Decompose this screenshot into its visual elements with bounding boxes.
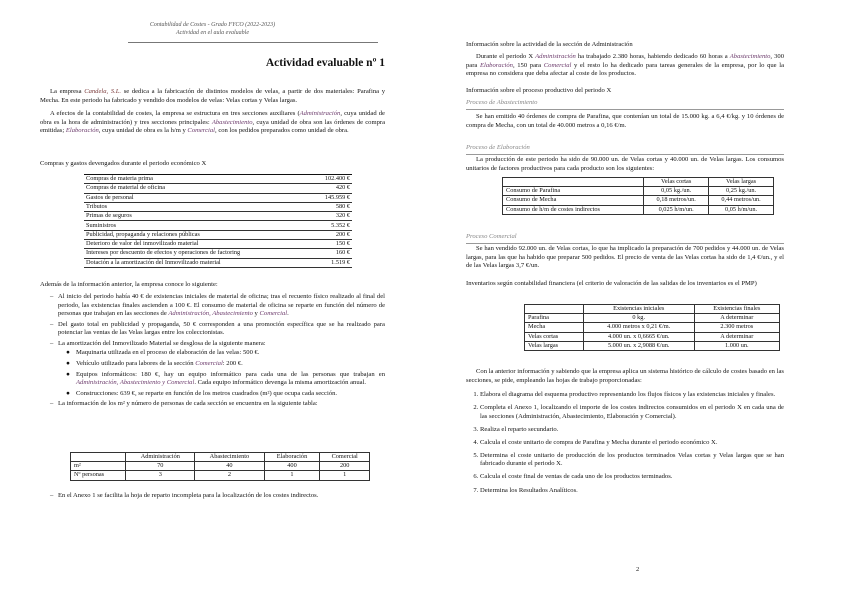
expense-value: 1.519 € xyxy=(310,258,352,267)
inventory-cell: A determinar xyxy=(694,314,779,323)
consumption-cell: 0,05 h/m/un. xyxy=(709,205,774,214)
inventory-caption: Inventarios según contabilidad financiera (el criterio de valoración de las salidas de los inventarios es el PMP) xyxy=(466,280,757,287)
page-title: Actividad evaluable nº 1 xyxy=(265,57,385,69)
sections-header: Administración xyxy=(126,453,195,462)
list-item: ● Equipos informáticos: 180 €, hay un equipo informático para cada una de las personas que trabajan en Administración, Abastecimiento y Comercial. Cada equipo informático devenga la misma amortización anual. xyxy=(66,370,385,387)
table-row xyxy=(71,462,370,471)
consumption-header: Velas cortas xyxy=(644,178,709,187)
expense-label: Tributos xyxy=(84,202,310,211)
inventory-table xyxy=(524,304,780,351)
sections-cell: 200 xyxy=(320,462,370,471)
sections-cell: m² xyxy=(71,462,126,471)
expense-value: 160 € xyxy=(310,249,352,258)
consumption-header xyxy=(503,178,644,187)
header-activity: Actividad en el aula evaluable xyxy=(176,29,249,36)
list-item: – Del gasto total en publicidad y propaganda, 50 € corresponden a una promoción específica que se ha realizado para potenciar las ventas de las Velas largas entre los coleccionistas. xyxy=(50,320,385,337)
expense-value: 200 € xyxy=(310,230,352,239)
inventory-cell: Velas cortas xyxy=(525,332,584,341)
annex-note: – En el Anexo 1 se facilita la hoja de reparto incompleta para la localización de los costes indirectos. xyxy=(50,492,319,499)
inventory-cell: Parafina xyxy=(525,314,584,323)
consumption-cell: Consumo de Parafina xyxy=(503,187,644,196)
sections-cell: 3 xyxy=(126,471,195,480)
table-row xyxy=(84,230,352,239)
table-row xyxy=(525,332,780,341)
header-rule xyxy=(128,42,378,43)
expense-label: Gastos de personal xyxy=(84,193,310,202)
consumption-cell: 0,25 kg./un. xyxy=(709,187,774,196)
expense-label: Deterioro de valor del inmovilizado material xyxy=(84,240,310,249)
sections-header xyxy=(71,453,126,462)
header-course: Contabilidad de Costes - Grado FYCO (2022-2023) xyxy=(149,22,276,28)
list-item: – Al inicio del periodo había 40 € de existencias iniciales de material de oficina; tras el recuento físico realizado al final del periodo, las existencias finales ascienden a 100 €. El consumo de material de oficina se reparte en función del número de personas que trabajan en las secciones de Administración, Abastecimiento y Comercial. xyxy=(50,293,385,318)
inventory-cell: Velas largas xyxy=(525,341,584,350)
consumption-cell: 0,05 kg./un. xyxy=(644,187,709,196)
sections-cell: 1 xyxy=(320,471,370,480)
sections-header: Abastecimiento xyxy=(195,453,264,462)
inventory-cell: Mecha xyxy=(525,323,584,332)
table-row xyxy=(525,314,780,323)
running-header xyxy=(40,0,385,37)
list-item: – La amortización del Inmovilizado Material se desglosa de la siguiente manera: xyxy=(50,339,266,347)
table-row xyxy=(503,205,774,214)
admin-paragraph: Durante el periodo X Administración ha trabajado 2.380 horas, habiendo dedicado 60 horas a Abastecimiento, 300 para Elaboración, 150 para Comercial y el resto lo ha dedicado para tareas generales de la empresa, por lo que la empresa no considera que deba afectar al coste de los productos. xyxy=(466,53,785,78)
task-list xyxy=(466,391,784,500)
table-row xyxy=(525,341,780,350)
expense-label: Compras de material de oficina xyxy=(84,184,310,193)
table-row xyxy=(503,196,774,205)
expense-value: 102.400 € xyxy=(310,175,352,184)
list-item: ● Maquinaria utilizada en el proceso de elaboración de las velas: 500 €. xyxy=(66,349,260,357)
task-item: 7. Determina los Resultados Analíticos. xyxy=(480,487,784,496)
table-row xyxy=(84,240,352,249)
expense-value: 580 € xyxy=(310,202,352,211)
admin-heading: Información sobre la actividad de la sección de Administración xyxy=(466,41,633,48)
list-item: – La información de los m² y número de personas de cada sección se encuentra en la siguiente tabla: xyxy=(50,400,318,408)
task-item: 5. Determina el coste unitario de producción de los productos terminados Velas cortas y Velas largas que se han fabricado durante el periodo X. xyxy=(480,452,784,469)
expense-label: Intereses por descuento de efectos y operaciones de factoring xyxy=(84,249,310,258)
comercial-paragraph: Se han vendido 92.000 un. de Velas cortas, lo que ha implicado la preparación de 700 pedidos y 44.000 un. de Velas largas, para las que ha habido que preparar 500 pedidos. El precio de venta de las Velas cortas ha sido de 1,4 €/un., y el de las Velas largas 3,7 €/un. xyxy=(466,245,784,270)
closing-paragraph: Con la anterior información y sabiendo que la empresa aplica un sistema histórico de cálculo de costes basado en las secciones, se pide, empleando las hojas de trabajo proporcionadas: xyxy=(466,368,784,384)
consumption-cell: 0,025 h/m/un. xyxy=(644,205,709,214)
sections-cell: 2 xyxy=(195,471,264,480)
inventory-header: Existencias iniciales xyxy=(583,305,694,314)
task-item: 3. Realiza el reparto secundario. xyxy=(480,426,784,435)
table-row xyxy=(84,221,352,230)
left-column xyxy=(40,0,385,499)
process-heading: Información sobre el proceso productivo del periodo X xyxy=(466,87,612,94)
subheading-abastecimiento: Proceso de Abastecimiento xyxy=(466,99,784,110)
table-row xyxy=(84,258,352,267)
company-name: Candela, S.L. xyxy=(84,88,122,95)
inventory-cell: 0 kg. xyxy=(583,314,694,323)
sections-cell: Nº personas xyxy=(71,471,126,480)
consumption-table xyxy=(502,177,774,215)
inventory-header xyxy=(525,305,584,314)
consumption-header: Velas largas xyxy=(709,178,774,187)
consumption-cell: 0,44 metros/un. xyxy=(709,196,774,205)
expense-value: 5.352 € xyxy=(310,221,352,230)
consumption-cell: Consumo de h/m de costes indirectos xyxy=(503,205,644,214)
list-item: ● Vehículo utilizado para labores de la sección Comercial: 200 €. xyxy=(66,359,243,367)
sections-table xyxy=(70,452,370,481)
sections-header: Elaboración xyxy=(264,453,320,462)
consumption-cell: Consumo de Mecha xyxy=(503,196,644,205)
inventory-header: Existencias finales xyxy=(694,305,779,314)
intro-paragraph-1: La empresa Candela, S.L. se dedica a la fabricación de distintos modelos de velas, a partir de dos materiales: Parafina y Mecha. En este periodo ha fabricado y vendido dos modelos de velas: Velas cortas y Velas largas. xyxy=(40,88,385,104)
table-row xyxy=(84,212,352,221)
expense-label: Suministros xyxy=(84,221,310,230)
table-row xyxy=(84,193,352,202)
expense-label: Dotación a la amortización del Inmovilizado material xyxy=(84,258,310,267)
expense-value: 320 € xyxy=(310,212,352,221)
task-item: 6. Calcula el coste final de ventas de cada uno de los productos terminados. xyxy=(480,473,784,482)
inventory-cell: A determinar xyxy=(694,332,779,341)
table-row xyxy=(84,184,352,193)
table-row xyxy=(525,323,780,332)
elaboracion-paragraph: La producción de este periodo ha sido de 90.000 un. de Velas cortas y 40.000 un. de Velas largas. Los consumos unitarios de factores productivos para cada producto son los siguientes: xyxy=(466,156,784,172)
expenses-table xyxy=(84,174,352,268)
task-item: 1. Elabora el diagrama del esquema productivo representando los flujos físicos y las existencias iniciales y finales. xyxy=(480,391,784,400)
expense-label: Primas de seguros xyxy=(84,212,310,221)
inventory-cell: 5.000 un. x 2,9088 €/un. xyxy=(583,341,694,350)
table-row xyxy=(84,175,352,184)
amortization-sublist xyxy=(50,349,385,398)
task-item: 4. Calcula el coste unitario de compra de Parafina y Mecha durante el periodo económico X. xyxy=(480,439,784,448)
inventory-cell: 1.000 un. xyxy=(694,341,779,350)
sections-cell: 1 xyxy=(264,471,320,480)
inventory-cell: 4.000 un. x 0,6665 €/un. xyxy=(583,332,694,341)
expense-label: Compras de materia prima xyxy=(84,175,310,184)
table-row xyxy=(503,187,774,196)
expenses-caption: Compras y gastos devengados durante el periodo económico X xyxy=(40,160,207,167)
table-row xyxy=(71,471,370,480)
expense-value: 420 € xyxy=(310,184,352,193)
expense-label: Publicidad, propaganda y relaciones públicas xyxy=(84,230,310,239)
additional-list xyxy=(50,293,385,409)
page-number: 2 xyxy=(636,566,640,573)
consumption-cell: 0,18 metros/un. xyxy=(644,196,709,205)
sections-cell: 70 xyxy=(126,462,195,471)
inventory-cell: 4.000 metros x 0,21 €/m. xyxy=(583,323,694,332)
inventory-cell: 2.300 metros xyxy=(694,323,779,332)
expense-value: 145.959 € xyxy=(310,193,352,202)
sections-cell: 40 xyxy=(195,462,264,471)
task-item: 2. Completa el Anexo 1, localizando el importe de los costes indirectos consumidos en el periodo X en cada una de las secciones (Administración, Abastecimiento, Elaboración y Comercial). xyxy=(480,404,784,421)
sections-cell: 400 xyxy=(264,462,320,471)
list-item: ● Construcciones: 639 €, se reparte en función de los metros cuadrados (m²) que ocupa cada sección. xyxy=(66,389,338,397)
additional-lead: Además de la información anterior, la empresa conoce lo siguiente: xyxy=(40,281,218,288)
table-row xyxy=(84,249,352,258)
subheading-comercial: Proceso Comercial xyxy=(466,233,784,244)
sections-header: Comercial xyxy=(320,453,370,462)
table-row xyxy=(84,202,352,211)
abastecimiento-paragraph: Se han emitido 40 órdenes de compra de Parafina, que contenían un total de 15.000 kg. a 6,4 €/kg. y 10 órdenes de compra de Mecha, con un total de 40.000 metros a 0,16 €/m. xyxy=(466,113,784,129)
expense-value: 150 € xyxy=(310,240,352,249)
intro-paragraph-2: A efectos de la contabilidad de costes, la empresa se estructura en tres secciones auxiliares (Administración, cuya unidad de obra es la hora de administración) y tres secciones principales: Abastecimiento, cuya unidad de obra son las órdenes de compra emitidas; Elaboración, cuya unidad de obra es la h/m y Comercial, con los pedidos preparados como unidad de obra. xyxy=(40,110,385,135)
subheading-elaboracion: Proceso de Elaboración xyxy=(466,144,784,155)
